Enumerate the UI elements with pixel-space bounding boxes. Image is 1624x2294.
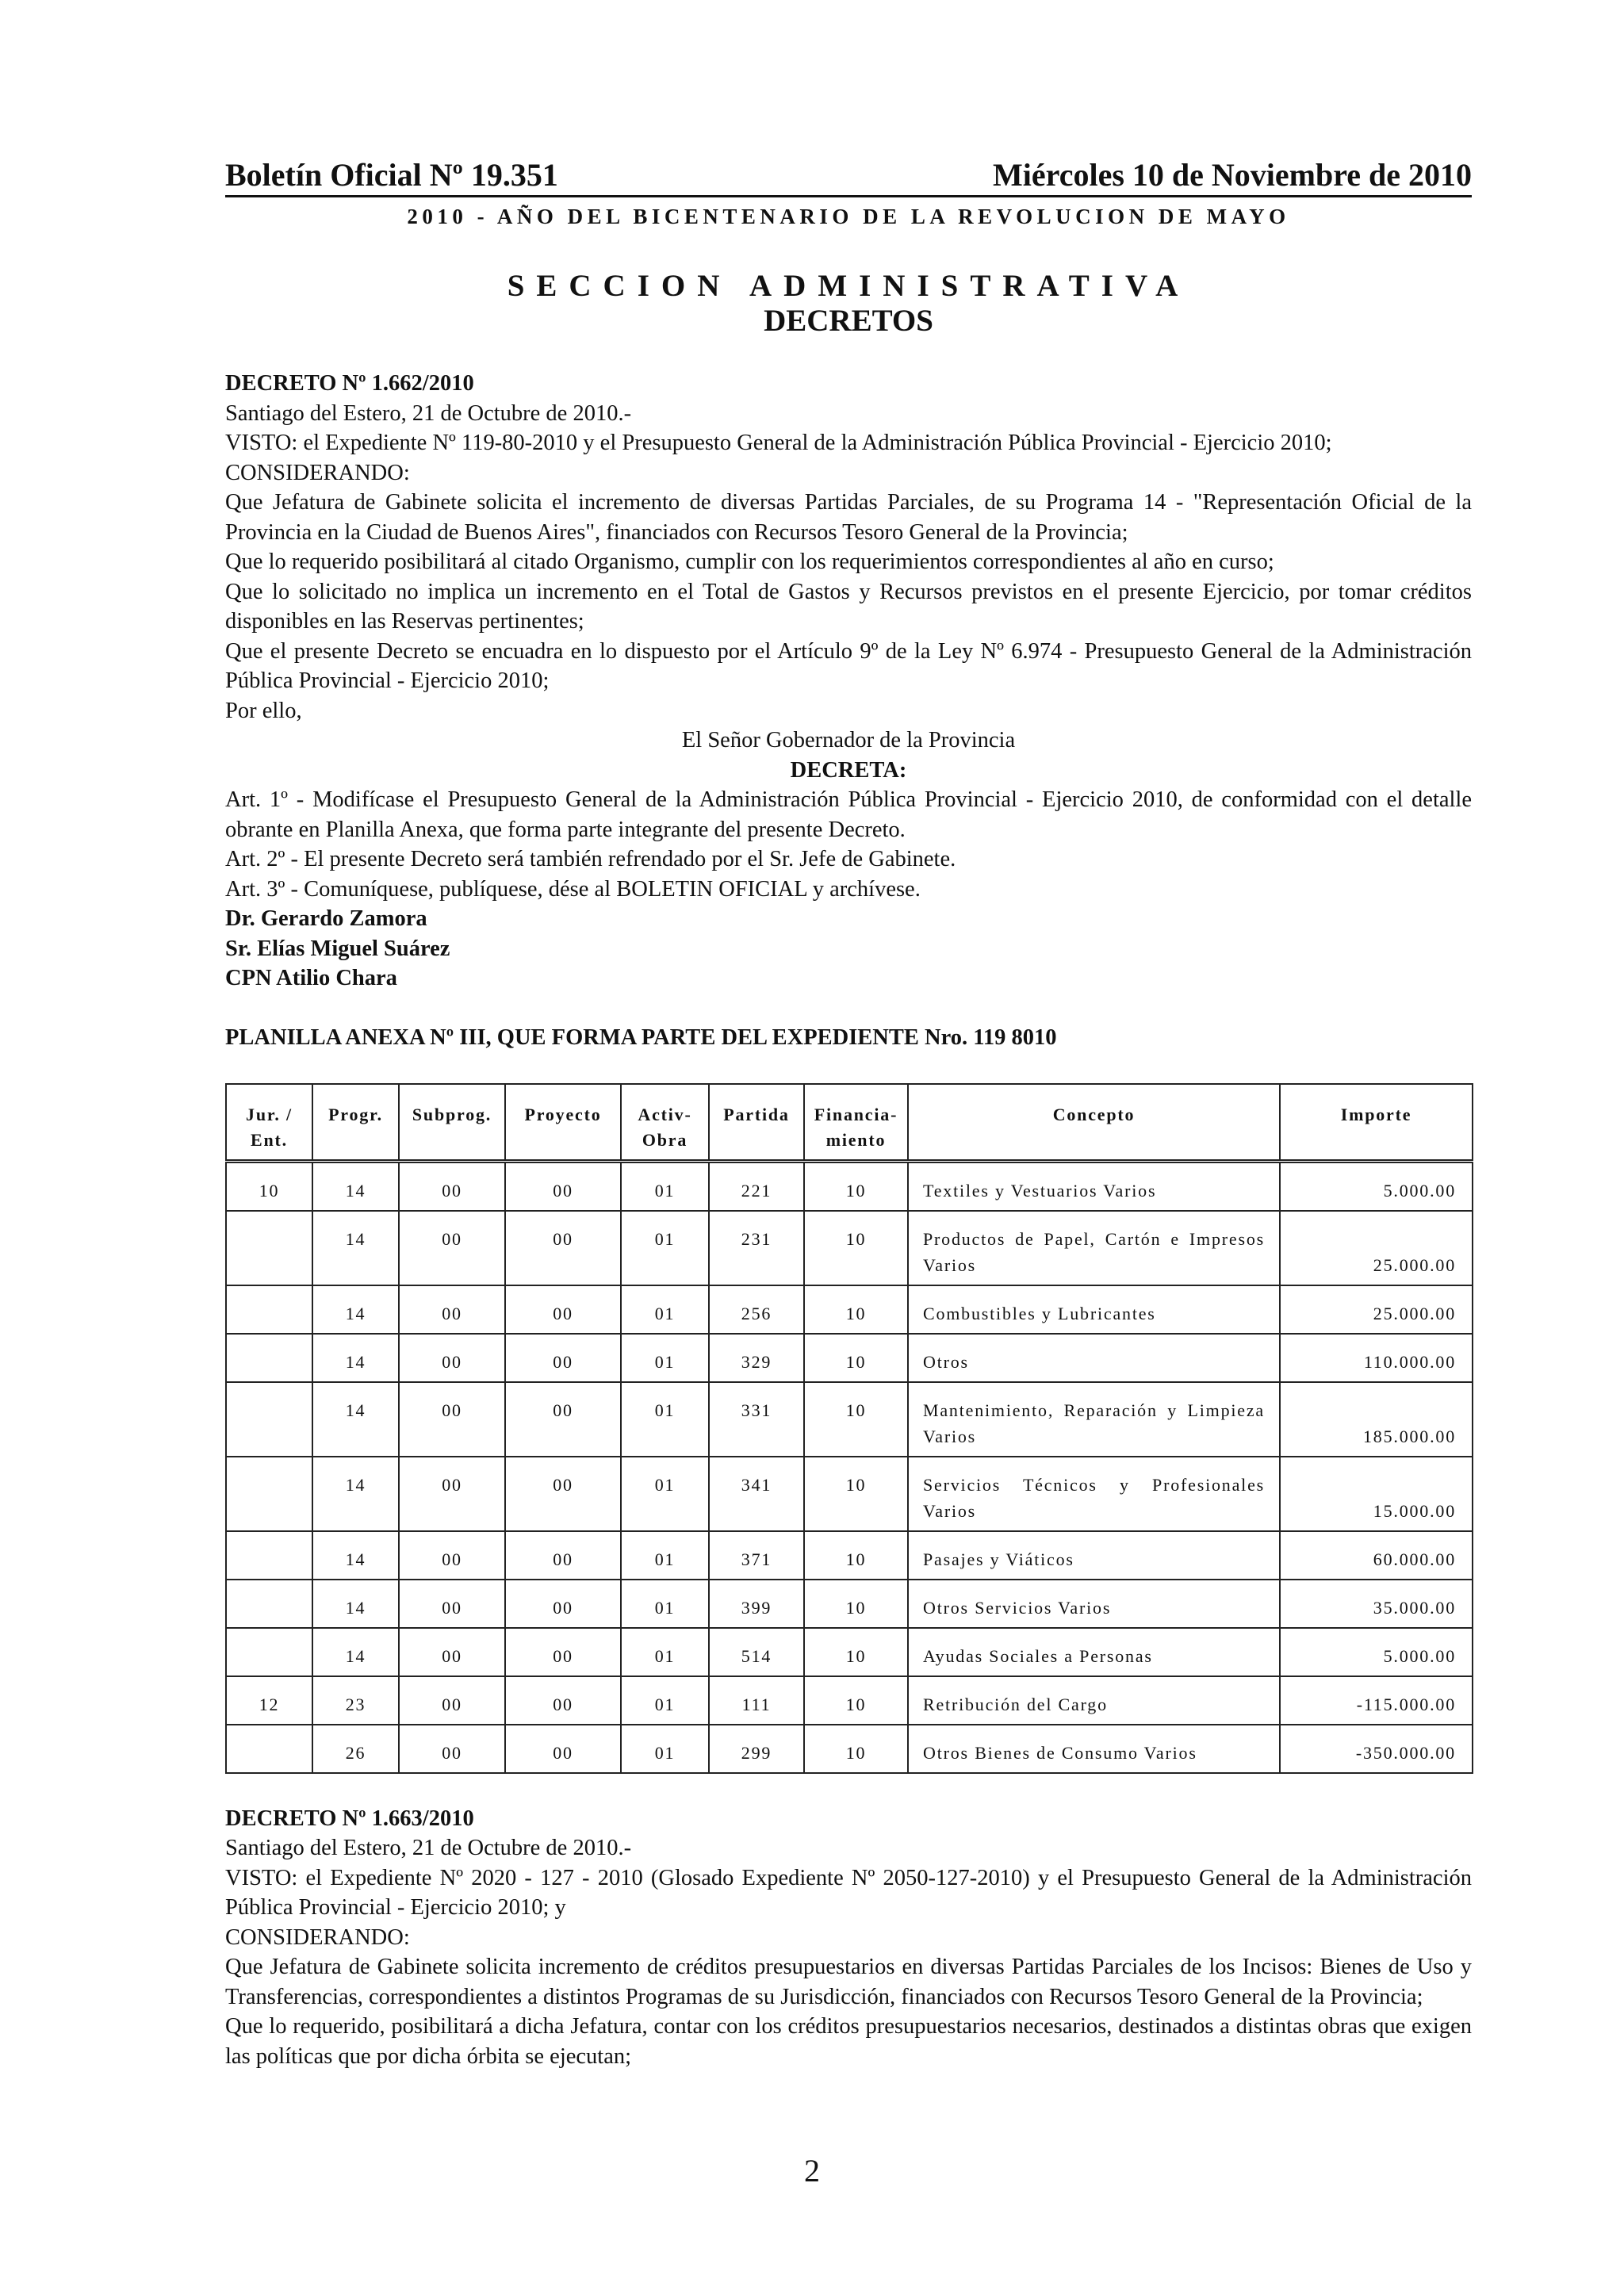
cell-importe: 60.000.00 <box>1280 1531 1473 1580</box>
cell-proyecto: 00 <box>505 1676 621 1725</box>
cell-partida: 111 <box>709 1676 804 1725</box>
cell-activ: 01 <box>621 1457 709 1531</box>
col-header-activ: Activ- Obra <box>621 1084 709 1162</box>
decree-place-date: Santiago del Estero, 21 de Octubre de 2010.- <box>225 1836 632 1860</box>
decree-1662 <box>225 369 1472 994</box>
cell-financ: 10 <box>804 1628 908 1676</box>
cell-concepto: Otros Servicios Varios <box>908 1580 1280 1628</box>
cell-activ: 01 <box>621 1628 709 1676</box>
cell-partida: 341 <box>709 1457 804 1531</box>
cell-concepto: Textiles y Vestuarios Varios <box>908 1161 1280 1211</box>
decree-article: Art. 1º - Modifícase el Presupuesto General de la Administración Pública Provincial - Ejercicio 2010, de conformidad con el detalle obrante en Planilla Anexa, que forma parte integrante del presente Decreto. <box>225 787 1472 842</box>
cell-proyecto: 00 <box>505 1457 621 1531</box>
cell-progr: 14 <box>312 1211 399 1285</box>
cell-proyecto: 00 <box>505 1334 621 1382</box>
decree-signatory: Dr. Gerardo Zamora <box>225 906 427 931</box>
cell-jur <box>226 1334 312 1382</box>
cell-concepto: Mantenimiento, Reparación y Limpieza Varios <box>908 1382 1280 1457</box>
cell-subprog: 00 <box>399 1457 505 1531</box>
decree-paragraph: Que el presente Decreto se encuadra en lo dispuesto por el Artículo 9º de la Ley Nº 6.974 - Presupuesto General de la Administración Pública Provincial - Ejercicio 2010; <box>225 638 1472 693</box>
cell-partida: 231 <box>709 1211 804 1285</box>
cell-subprog: 00 <box>399 1334 505 1382</box>
cell-proyecto: 00 <box>505 1285 621 1334</box>
cell-proyecto: 00 <box>505 1211 621 1285</box>
cell-jur <box>226 1531 312 1580</box>
cell-progr: 14 <box>312 1161 399 1211</box>
decree-signatory: Sr. Elías Miguel Suárez <box>225 936 450 961</box>
cell-subprog: 00 <box>399 1628 505 1676</box>
cell-activ: 01 <box>621 1382 709 1457</box>
col-header-progr: Progr. <box>312 1084 399 1162</box>
cell-financ: 10 <box>804 1211 908 1285</box>
cell-jur <box>226 1285 312 1334</box>
cell-subprog: 00 <box>399 1531 505 1580</box>
cell-partida: 514 <box>709 1628 804 1676</box>
section-title: SECCION ADMINISTRATIVA <box>507 269 1190 303</box>
decree-signatory: CPN Atilio Chara <box>225 966 397 990</box>
cell-progr: 26 <box>312 1725 399 1773</box>
decree-article: Art. 3º - Comuníquese, publíquese, dése al BOLETIN OFICIAL y archívese. <box>225 876 921 902</box>
cell-concepto: Retribución del Cargo <box>908 1676 1280 1725</box>
col-header-financ: Financia- miento <box>804 1084 908 1162</box>
cell-activ: 01 <box>621 1161 709 1211</box>
decree-considerando: CONSIDERANDO: <box>225 460 410 485</box>
cell-financ: 10 <box>804 1285 908 1334</box>
cell-progr: 14 <box>312 1285 399 1334</box>
table-row <box>226 1725 1473 1773</box>
decree-paragraph: Que lo requerido posibilitará al citado Organismo, cumplir con los requerimientos correspondientes al año en curso; <box>225 550 1274 574</box>
decree-article: Art. 2º - El presente Decreto será también refrendado por el Sr. Jefe de Gabinete. <box>225 847 956 871</box>
bulletin-number: Boletín Oficial Nº 19.351 <box>225 157 558 193</box>
table-row <box>226 1676 1473 1725</box>
cell-subprog: 00 <box>399 1382 505 1457</box>
cell-importe: 185.000.00 <box>1280 1382 1473 1457</box>
cell-jur <box>226 1211 312 1285</box>
decree-paragraph: Que lo solicitado no implica un incremento en el Total de Gastos y Recursos previstos en el presente Ejercicio, por tomar créditos disponibles en las Reservas pertinentes; <box>225 579 1472 634</box>
cell-partida: 371 <box>709 1531 804 1580</box>
col-header-proyecto: Proyecto <box>505 1084 621 1162</box>
cell-progr: 14 <box>312 1457 399 1531</box>
header-rule <box>225 195 1472 197</box>
cell-importe: 110.000.00 <box>1280 1334 1473 1382</box>
cell-financ: 10 <box>804 1531 908 1580</box>
cell-progr: 14 <box>312 1580 399 1628</box>
cell-activ: 01 <box>621 1725 709 1773</box>
cell-importe: 35.000.00 <box>1280 1580 1473 1628</box>
cell-progr: 23 <box>312 1676 399 1725</box>
cell-progr: 14 <box>312 1531 399 1580</box>
cell-jur <box>226 1580 312 1628</box>
cell-subprog: 00 <box>399 1211 505 1285</box>
cell-subprog: 00 <box>399 1580 505 1628</box>
section-subtitle: DECRETOS <box>764 304 933 338</box>
col-header-importe: Importe <box>1280 1084 1473 1162</box>
bulletin-header <box>225 157 1472 193</box>
bulletin-date: Miércoles 10 de Noviembre de 2010 <box>993 157 1472 193</box>
cell-importe: -350.000.00 <box>1280 1725 1473 1773</box>
table-row <box>226 1628 1473 1676</box>
planilla-title: PLANILLA ANEXA Nº III, QUE FORMA PARTE DEL EXPEDIENTE Nro. 119 8010 <box>225 1024 1057 1050</box>
document-page <box>225 157 1472 2071</box>
cell-progr: 14 <box>312 1628 399 1676</box>
cell-jur <box>226 1628 312 1676</box>
cell-activ: 01 <box>621 1531 709 1580</box>
cell-financ: 10 <box>804 1382 908 1457</box>
table-row <box>226 1580 1473 1628</box>
decree-governor: El Señor Gobernador de la Provincia <box>681 728 1016 753</box>
cell-importe: 5.000.00 <box>1280 1628 1473 1676</box>
cell-importe: -115.000.00 <box>1280 1676 1473 1725</box>
cell-proyecto: 00 <box>505 1580 621 1628</box>
decree-visto: VISTO: el Expediente Nº 119-80-2010 y el Presupuesto General de la Administración Pública Provincial - Ejercicio 2010; <box>225 431 1332 455</box>
cell-proyecto: 00 <box>505 1531 621 1580</box>
decree-place-date: Santiago del Estero, 21 de Octubre de 2010.- <box>225 400 632 426</box>
decree-considerando: CONSIDERANDO: <box>225 1924 410 1950</box>
cell-concepto: Combustibles y Lubricantes <box>908 1285 1280 1334</box>
cell-partida: 331 <box>709 1382 804 1457</box>
cell-concepto: Otros <box>908 1334 1280 1382</box>
col-header-jur: Jur. / Ent. <box>226 1084 312 1162</box>
cell-progr: 14 <box>312 1382 399 1457</box>
cell-proyecto: 00 <box>505 1628 621 1676</box>
bulletin-motto: 2010 - AÑO DEL BICENTENARIO DE LA REVOLUCION DE MAYO <box>407 205 1290 228</box>
cell-jur: 12 <box>226 1676 312 1725</box>
cell-activ: 01 <box>621 1285 709 1334</box>
cell-importe: 25.000.00 <box>1280 1211 1473 1285</box>
cell-partida: 329 <box>709 1334 804 1382</box>
table-row <box>226 1161 1473 1211</box>
cell-partida: 299 <box>709 1725 804 1773</box>
cell-importe: 5.000.00 <box>1280 1161 1473 1211</box>
cell-partida: 221 <box>709 1161 804 1211</box>
cell-importe: 25.000.00 <box>1280 1285 1473 1334</box>
decree-paragraph: Que lo requerido, posibilitará a dicha Jefatura, contar con los créditos presupuestarios necesarios, destinados a distintas obras que exigen las políticas que por dicha órbita se ejecutan; <box>225 2014 1472 2069</box>
page-number: 2 <box>804 2153 820 2189</box>
decree-paragraph: Que Jefatura de Gabinete solicita incremento de créditos presupuestarios en diversas Partidas Parciales de los Incisos: Bienes de Uso y Transferencias, correspondientes a distintos Programas de su Jurisdicción, financiados con Recursos Tesoro General de la Provincia; <box>225 1955 1472 2009</box>
cell-concepto: Servicios Técnicos y Profesionales Varios <box>908 1457 1280 1531</box>
col-header-partida: Partida <box>709 1084 804 1162</box>
table-row <box>226 1531 1473 1580</box>
cell-subprog: 00 <box>399 1725 505 1773</box>
cell-financ: 10 <box>804 1676 908 1725</box>
cell-proyecto: 00 <box>505 1382 621 1457</box>
planilla-table-body <box>226 1161 1473 1773</box>
decree-title: DECRETO Nº 1.662/2010 <box>225 371 474 396</box>
cell-financ: 10 <box>804 1725 908 1773</box>
cell-financ: 10 <box>804 1161 908 1211</box>
table-row <box>226 1285 1473 1334</box>
cell-financ: 10 <box>804 1457 908 1531</box>
cell-activ: 01 <box>621 1334 709 1382</box>
table-row <box>226 1382 1473 1457</box>
decree-por-ello: Por ello, <box>225 698 302 723</box>
cell-progr: 14 <box>312 1334 399 1382</box>
table-header-row <box>226 1084 1473 1162</box>
decree-paragraph: Que Jefatura de Gabinete solicita el incremento de diversas Partidas Parciales, de su Programa 14 - "Representación Oficial de la Provincia en la Ciudad de Buenos Aires", financiados con Recursos Tesoro General de la Provincia; <box>225 490 1472 545</box>
cell-partida: 399 <box>709 1580 804 1628</box>
cell-jur: 10 <box>226 1161 312 1211</box>
planilla-table <box>225 1083 1473 1774</box>
col-header-concepto: Concepto <box>908 1084 1280 1162</box>
decree-visto: VISTO: el Expediente Nº 2020 - 127 - 2010 (Glosado Expediente Nº 2050-127-2010) y el Presupuesto General de la Administración Pública Provincial - Ejercicio 2010; y <box>225 1865 1472 1920</box>
col-header-subprog: Subprog. <box>399 1084 505 1162</box>
cell-concepto: Otros Bienes de Consumo Varios <box>908 1725 1280 1773</box>
decree-1663 <box>225 1804 1472 2072</box>
cell-concepto: Pasajes y Viáticos <box>908 1531 1280 1580</box>
cell-jur <box>226 1725 312 1773</box>
cell-proyecto: 00 <box>505 1161 621 1211</box>
cell-activ: 01 <box>621 1676 709 1725</box>
cell-subprog: 00 <box>399 1161 505 1211</box>
table-row <box>226 1211 1473 1285</box>
decree-title: DECRETO Nº 1.663/2010 <box>225 1806 474 1831</box>
cell-subprog: 00 <box>399 1285 505 1334</box>
cell-jur <box>226 1457 312 1531</box>
cell-concepto: Ayudas Sociales a Personas <box>908 1628 1280 1676</box>
cell-importe: 15.000.00 <box>1280 1457 1473 1531</box>
decree-decreta: DECRETA: <box>790 757 907 783</box>
cell-partida: 256 <box>709 1285 804 1334</box>
cell-financ: 10 <box>804 1334 908 1382</box>
cell-proyecto: 00 <box>505 1725 621 1773</box>
table-row <box>226 1457 1473 1531</box>
table-row <box>226 1334 1473 1382</box>
cell-concepto: Productos de Papel, Cartón e Impresos Varios <box>908 1211 1280 1285</box>
cell-financ: 10 <box>804 1580 908 1628</box>
cell-subprog: 00 <box>399 1676 505 1725</box>
cell-jur <box>226 1382 312 1457</box>
cell-activ: 01 <box>621 1580 709 1628</box>
cell-activ: 01 <box>621 1211 709 1285</box>
